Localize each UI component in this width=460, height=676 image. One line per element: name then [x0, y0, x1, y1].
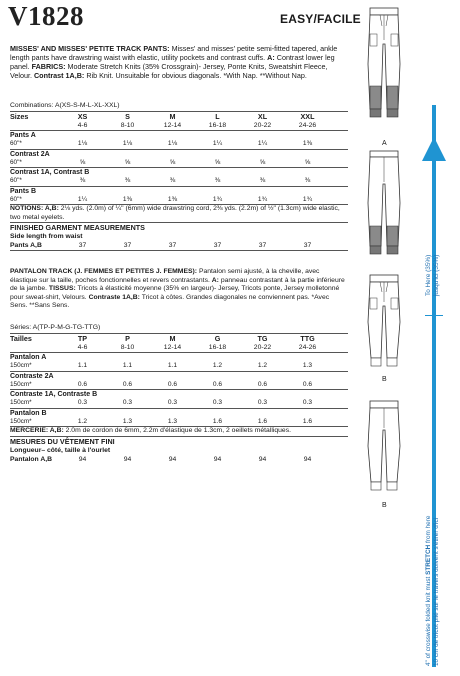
yardage-value: 1.3: [302, 362, 313, 369]
size-range: 16-18: [208, 344, 227, 351]
fabric-width: 150cm*: [10, 362, 32, 369]
description-english: [10, 44, 350, 80]
row-name: Pantalon B: [10, 409, 47, 417]
yardage-row: [10, 196, 348, 205]
yardage-value: 1⅛: [77, 140, 88, 147]
yardage-value: 0.6: [302, 380, 313, 388]
yardage-row: [10, 159, 348, 168]
yardage-value: 1.6: [257, 417, 268, 425]
finished-value: 37: [213, 242, 222, 250]
row-name: Pantalon A: [10, 354, 47, 361]
finished-value: 94: [258, 455, 267, 463]
mercerie-french: [10, 427, 348, 436]
finished-row-label: Pantalon A,B: [10, 455, 53, 463]
finished-value: 94: [78, 455, 87, 463]
yardage-value: 1⅛: [122, 140, 133, 147]
finished-measurements-sub: Side length from waist: [10, 233, 83, 241]
yardage-row: [10, 177, 348, 186]
size-range: 8-10: [120, 122, 135, 129]
yardage-row: [10, 418, 348, 427]
size-col: XS: [77, 112, 88, 121]
tailles-header-row: [10, 334, 348, 343]
row-name: Pants A: [10, 132, 36, 139]
yardage-value: 0.3: [77, 399, 88, 407]
size-range: 4-6: [77, 344, 88, 351]
yardage-value: 1⅛: [167, 140, 178, 147]
finished-value: 94: [168, 455, 177, 463]
yardage-value: 1.2: [212, 362, 223, 369]
desc-fr-tissus-label: TISSUS:: [48, 285, 76, 293]
desc-fabrics-text: Moderate Stretch Knits (35% Crossgrain)- Jersey, Ponte Knits, Sweatshirt Fleece, Velour.: [10, 62, 328, 80]
yardage-value: 1¾: [302, 195, 313, 203]
row-name: Contraste 1A, Contraste B: [10, 391, 98, 399]
fabric-width: 60"*: [10, 140, 22, 147]
yardage-value: 0.6: [122, 380, 133, 388]
size-range: 20-22: [253, 344, 272, 351]
size-col: TG: [257, 334, 268, 343]
yardage-value: 0.6: [77, 380, 88, 388]
desc-a-label: A:: [267, 53, 275, 62]
yardage-value: 1¼: [212, 140, 223, 147]
size-ranges-row: [10, 343, 348, 352]
yardage-value: ⅜: [169, 177, 176, 184]
yardage-value: 0.3: [302, 399, 313, 407]
size-range: 24-26: [298, 122, 317, 129]
size-ranges-row: [10, 121, 348, 130]
yardage-value: 0.3: [122, 399, 133, 407]
jusquici-text: jusqu'ici (35%): [433, 254, 440, 296]
desc-fr-a-text: panneau contrastant à la partie inférieure de la jambe.: [10, 276, 345, 293]
yardage-chart-english: [10, 101, 348, 251]
size-col: M: [169, 334, 176, 343]
finished-value: 37: [303, 242, 312, 250]
yardage-value: 1.3: [122, 417, 133, 425]
stretch-instruction-en: 4" of crosswise folded knit must STRETCH from here: [425, 515, 432, 666]
yardage-value: 1.1: [167, 362, 178, 369]
finished-measurements-title-fr: MESURES DU VÊTEMENT FINI: [10, 436, 115, 446]
yardage-value: 1¼: [257, 140, 268, 147]
finished-value: 94: [123, 455, 132, 463]
yardage-value: 0.6: [257, 380, 268, 388]
yardage-row: [10, 399, 348, 408]
finished-value: 37: [258, 242, 267, 250]
yardage-value: 1.2: [257, 362, 268, 369]
desc-a-text: Contrast lower leg panel.: [10, 53, 335, 71]
finished-value: 94: [303, 455, 312, 463]
finished-row-label: Pants A,B: [10, 242, 42, 250]
yardage-row: [10, 381, 348, 390]
stretch-instruction-fr: 10 cm de tricot plié sur le travers doivent s'étirer d'ici: [433, 517, 440, 666]
figure-b-label-1: B: [382, 376, 387, 383]
yardage-value: 1⅜: [122, 195, 133, 203]
yardage-row: [10, 140, 348, 149]
row-name: Contrast 1A, Contrast B: [10, 169, 90, 176]
row-name: Pants B: [10, 187, 37, 195]
yardage-value: ⅜: [79, 177, 86, 184]
yardage-row: [10, 362, 348, 371]
gauge-tick-mark: [425, 315, 443, 316]
yardage-value: ⅝: [214, 158, 221, 166]
tailles-label: Tailles: [10, 334, 32, 343]
yardage-value: 1.2: [77, 417, 88, 425]
desc-contrast-text: Rib Knit. Unsuitable for obvious diagonals. *With Nap. **Without Nap.: [86, 71, 307, 80]
notions-english: [10, 205, 348, 222]
desc-fabrics-label: FABRICS:: [31, 62, 66, 71]
size-col: G: [214, 334, 221, 343]
yardage-value: 1.1: [122, 362, 133, 369]
desc-fr-contraste-text: Tricot à côtes. Grandes diagonales ne conviennent pas. *Avec Sens. **Sans Sens.: [10, 293, 330, 310]
desc-fr-tissus-text: Tricots à élasticité moyenne (35% en largeur)- Jersey, Tricots ponte, Jersey molletonné pour sweat-shirt, Velours.: [10, 285, 340, 301]
size-range: 12-14: [163, 122, 182, 129]
yardage-chart-french: [10, 323, 348, 464]
desc-fr-contraste-label: Contraste 1A,B:: [88, 293, 140, 301]
mercerie-text: 2.0m de cordon de 6mm, 2.2m d'élastique de 1.3cm, 2 oeillets métalliques.: [65, 427, 291, 435]
finished-row: [10, 241, 348, 250]
yardage-value: ⅝: [124, 158, 131, 166]
yardage-value: 1.6: [302, 417, 313, 425]
yardage-value: 0.3: [167, 399, 178, 407]
yardage-value: ⅜: [304, 177, 311, 184]
fabric-width: 60"*: [10, 177, 22, 184]
desc-fr-body: Pantalon semi ajusté, à la cheville, avec élastique sur la taille, poches fonctionnelles et revers contrastants.: [10, 268, 320, 284]
size-col: XXL: [300, 112, 315, 121]
combinations-line: Combinations: A(XS-S-M-L-XL-XXL): [10, 102, 120, 109]
finished-value: 37: [78, 242, 87, 250]
yardage-value: 1¾: [257, 195, 268, 203]
row-name: Contrast 2A: [10, 150, 50, 158]
finished-value: 37: [123, 242, 132, 250]
desc-body: Misses' and misses' petite semi-fitted tapered, ankle length pants have drawstring waist with elastic, utility pockets and contrast cuffs.: [10, 44, 338, 62]
size-col: XL: [257, 112, 268, 121]
finished-measurements-title: FINISHED GARMENT MEASUREMENTS: [10, 223, 145, 233]
to-here-text: To Here (35%): [425, 254, 432, 296]
yardage-value: ⅝: [169, 158, 176, 166]
yardage-value: ⅜: [124, 177, 131, 184]
yardage-value: ⅜: [259, 177, 266, 184]
finished-row-fr: [10, 455, 348, 464]
size-col: M: [169, 112, 176, 121]
finished-value: 94: [213, 455, 222, 463]
pants-a-front-drawing: [362, 4, 406, 136]
size-range: 4-6: [77, 122, 88, 129]
pants-a-back-drawing: [362, 148, 406, 266]
yardage-value: ⅝: [259, 158, 266, 166]
figure-a-label: A: [382, 140, 387, 147]
yardage-value: ⅜: [214, 177, 221, 184]
figure-b-label-2: B: [382, 502, 387, 509]
size-range: 20-22: [253, 122, 272, 129]
desc-contrast-label: Contrast 1A,B:: [33, 71, 85, 80]
fabric-width: 150cm*: [10, 380, 32, 388]
size-range: 8-10: [120, 344, 135, 351]
yardage-value: 1.6: [212, 417, 223, 425]
row-name: Contraste 2A: [10, 372, 54, 380]
finished-measurements-sub-fr: Longueur– côté, taille à l'ourlet: [10, 446, 111, 454]
sizes-header-row: [10, 112, 348, 121]
size-col: TTG: [300, 334, 315, 343]
fabric-width: 60"*: [10, 195, 22, 203]
sizes-label: Sizes: [10, 112, 29, 121]
size-range: 24-26: [298, 344, 317, 351]
description-french: [10, 268, 348, 311]
yardage-value: ⅝: [79, 158, 86, 166]
pants-b-front-drawing: [362, 272, 406, 372]
pants-b-back-drawing: [362, 398, 406, 498]
yardage-value: 0.3: [257, 399, 268, 407]
size-col: S: [125, 112, 130, 121]
difficulty-label: EASY/FACILE: [280, 12, 361, 26]
size-range: 16-18: [208, 122, 227, 129]
yardage-value: 1.1: [77, 362, 88, 369]
mercerie-label: MERCERIE: A,B:: [10, 427, 64, 435]
series-line: Séries: A(TP-P-M-G-TG-TTG): [10, 324, 101, 331]
desc-lead: MISSES' AND MISSES' PETITE TRACK PANTS:: [10, 44, 170, 53]
notions-label: NOTIONS: A,B:: [10, 205, 59, 212]
yardage-value: 1⅜: [302, 140, 313, 147]
yardage-value: ⅝: [304, 158, 311, 166]
finished-value: 37: [168, 242, 177, 250]
yardage-value: 1¼: [77, 195, 88, 203]
fabric-width: 150cm*: [10, 399, 32, 407]
notions-text: 2⅛ yds. (2.0m) of ¼" (6mm) wide drawstring cord, 2⅜ yds. (2.2m) of ½" (1.3cm) wide elastic, two metal eyelets.: [10, 205, 340, 221]
fabric-width: 150cm*: [10, 417, 32, 425]
yardage-value: 0.6: [212, 380, 223, 388]
size-col: P: [125, 334, 130, 343]
pattern-number: V1828: [8, 1, 84, 31]
desc-fr-a-label: A:: [211, 276, 219, 284]
size-range: 12-14: [163, 344, 182, 351]
yardage-value: 1⅜: [167, 195, 178, 203]
size-col: L: [215, 112, 220, 121]
fabric-width: 60"*: [10, 158, 22, 166]
yardage-value: 1¾: [212, 195, 223, 203]
yardage-value: 0.6: [167, 380, 178, 388]
desc-fr-lead: PANTALON TRACK (J. FEMMES ET PETITES J. FEMMES):: [10, 268, 198, 275]
yardage-value: 0.3: [212, 399, 223, 407]
yardage-value: 1.3: [167, 417, 178, 425]
size-col: TP: [77, 334, 88, 343]
